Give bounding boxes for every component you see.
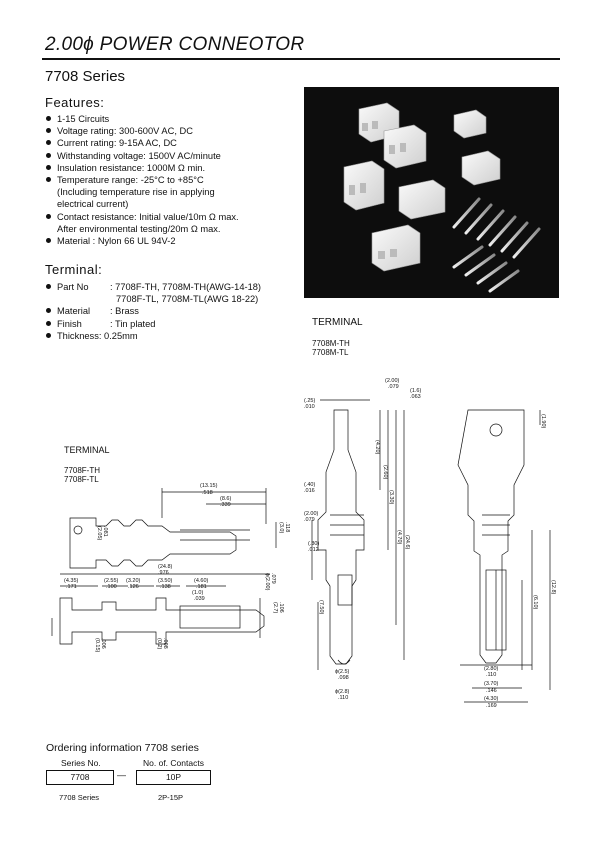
m-terminal-drawing [300, 370, 560, 715]
dim-label: (2.00) [304, 511, 319, 517]
ordering-series-value: 7708 [46, 770, 114, 785]
page-title: 2.00ϕ POWER CONNEOTOR [45, 34, 305, 55]
dim-label: (4.30) [484, 696, 499, 702]
terminal-heading: Terminal: [45, 262, 103, 277]
f-terminal-drawing [30, 478, 300, 688]
dim-label: (4.35) [64, 578, 79, 584]
dim-label: .339 [220, 502, 231, 508]
dim-label: .016 [304, 488, 315, 494]
dim-label: (6.10) [532, 595, 538, 610]
dim-label: .518 [202, 490, 213, 496]
dim-label: (2.60) [382, 465, 388, 480]
dim-label: .171 [66, 584, 77, 590]
ordering-col1-head: Series No. [61, 758, 101, 768]
feature-subtext: electrical current) [57, 199, 129, 210]
feature-text: Withstanding voltage: 1500V AC/minute [57, 150, 221, 161]
dim-label: .181 [196, 584, 207, 590]
spec-thickness [45, 330, 305, 342]
dim-label: (3.30) [388, 490, 394, 505]
feature-text: Insulation resistance: 1000M Ω min. [57, 162, 206, 173]
spec-material [45, 305, 305, 317]
dim-label: .079 [270, 573, 276, 584]
spec-part-no [45, 281, 305, 293]
bullet-dot [46, 214, 51, 219]
spec-value: : Tin plated [110, 318, 156, 329]
feature-subtext: After environmental testing/20m Ω max. [57, 223, 221, 234]
feature-item [45, 174, 305, 211]
dim-label: .098 [338, 675, 349, 681]
dim-label: (1.90) [540, 414, 546, 429]
feature-item [45, 235, 305, 247]
dim-label: .110 [338, 695, 349, 701]
terminal-spec-list [45, 281, 305, 342]
feature-item [45, 211, 305, 235]
dim-label: .010 [304, 404, 315, 410]
feature-text: Current rating: 9-15A AC, DC [57, 138, 177, 149]
bullet-dot [46, 177, 51, 182]
dim-label: .008 [162, 638, 168, 649]
spec-finish [45, 318, 305, 330]
feature-text: 1-15 Circuits [57, 114, 110, 124]
dim-label: (12.8) [550, 580, 556, 595]
ordering-dash: — [117, 770, 126, 780]
dim-label: .063 [410, 394, 421, 400]
dim-label: .169 [486, 703, 497, 709]
features-list [45, 113, 305, 247]
spec-value: : 7708F-TH, 7708M-TH(AWG-14-18) [110, 282, 262, 292]
bullet-dot [46, 116, 51, 121]
dim-label: .976 [158, 570, 169, 576]
ordering-col2-head: No. of. Contacts [143, 758, 204, 768]
dim-label: (.40) [304, 482, 316, 488]
title-rule [42, 58, 560, 60]
ordering-contacts-note: 2P-15P [158, 793, 184, 802]
dim-label: .100 [106, 584, 117, 590]
spec-value: : Brass [110, 306, 139, 317]
dim-label: .126 [128, 584, 139, 590]
bullet-dot [46, 165, 51, 170]
dim-label: .079 [304, 517, 315, 523]
ordering-title: Ordering information 7708 series [46, 742, 199, 754]
terminal-pins [454, 199, 539, 291]
dim-label: (2.05) [96, 526, 102, 541]
dim-label: (4.60) [194, 578, 209, 584]
feature-item [45, 137, 305, 149]
dim-label: (13.15) [200, 483, 218, 489]
dim-label: (4.70) [396, 530, 402, 545]
dim-label: (3.50) [158, 578, 173, 584]
dim-label: .079 [388, 384, 399, 390]
f-terminal-label: TERMINAL [64, 445, 110, 455]
dim-label: .039 [194, 596, 205, 602]
product-photo [304, 87, 559, 298]
f-part-1: 7708F-TH [64, 466, 101, 475]
dim-label: (2.00) [385, 378, 400, 384]
feature-subtext: (Including temperature rise in applying [57, 187, 215, 198]
dim-label: .106 [278, 602, 284, 613]
dim-label: .012 [308, 547, 319, 553]
ordering-contacts-value: 10P [136, 770, 211, 785]
dim-label: (3.70) [484, 681, 499, 687]
dim-label: (8.6) [220, 496, 232, 502]
dim-label: (2.55) [104, 578, 119, 584]
spec-key: Part No [57, 282, 89, 292]
feature-item [45, 150, 305, 162]
dim-label: ϕ(2.8) [335, 689, 350, 695]
dim-label: (2.7) [272, 602, 278, 614]
dim-label: (24.6) [404, 535, 410, 550]
bullet-dot [46, 284, 51, 289]
series-name: 7708 Series [45, 68, 126, 85]
f-part-2: 7708F-TL [64, 475, 99, 484]
spec-value: 7708F-TL, 7708M-TL(AWG 18-22) [116, 294, 259, 305]
m-terminal-label: TERMINAL [312, 317, 363, 328]
dim-label: (2.80) [484, 666, 499, 672]
feature-item [45, 113, 305, 125]
spec-key: Finish [57, 318, 82, 329]
dim-label: .146 [486, 688, 497, 694]
bullet-dot [46, 321, 51, 326]
m-part-2: 7708M-TL [312, 348, 349, 357]
bullet-dot [46, 128, 51, 133]
bullet-dot [46, 333, 51, 338]
ordering-series-note: 7708 Series [59, 793, 100, 802]
dim-label: (.30) [308, 541, 320, 547]
dim-label: (3.0) [278, 522, 284, 534]
dim-label: ϕ(2.5) [335, 669, 350, 675]
dim-label: (4.20) [374, 440, 380, 455]
bullet-dot [46, 308, 51, 313]
dim-label: (.25) [304, 398, 316, 404]
feature-text: Material : Nylon 66 UL 94V-2 [57, 236, 176, 247]
spec-part-no-2 [45, 293, 305, 305]
dim-label: (0.15) [94, 638, 100, 653]
spec-value: : 0.25mm [98, 330, 138, 341]
feature-text: Temperature range: -25°C to +85°C [57, 175, 204, 186]
dim-label: (3.20) [126, 578, 141, 584]
dim-label: .118 [284, 522, 290, 533]
bullet-dot [46, 153, 51, 158]
dim-label: ϕ(2.00) [264, 573, 270, 591]
dim-label: (1.0) [192, 590, 204, 596]
dim-label: .081 [102, 526, 108, 537]
bullet-dot [46, 140, 51, 145]
dim-label: (24.8) [158, 564, 173, 570]
dim-label: .110 [486, 672, 497, 678]
dim-label: .006 [100, 638, 106, 649]
dim-label: .138 [160, 584, 171, 590]
m-part-1: 7708M-TH [312, 339, 350, 348]
spec-key: Thickness [57, 330, 99, 341]
feature-text: Voltage rating: 300-600V AC, DC [57, 126, 193, 137]
spec-key: Material [57, 306, 91, 317]
bullet-dot [46, 238, 51, 243]
features-heading: Features: [45, 95, 105, 110]
feature-text: Contact resistance: Initial value/10m Ω max. [57, 211, 239, 222]
feature-item [45, 162, 305, 174]
dim-label: (1.6) [410, 388, 422, 394]
dim-label: (7.50) [318, 600, 324, 615]
dim-label: (0.2) [156, 638, 162, 650]
feature-item [45, 125, 305, 137]
